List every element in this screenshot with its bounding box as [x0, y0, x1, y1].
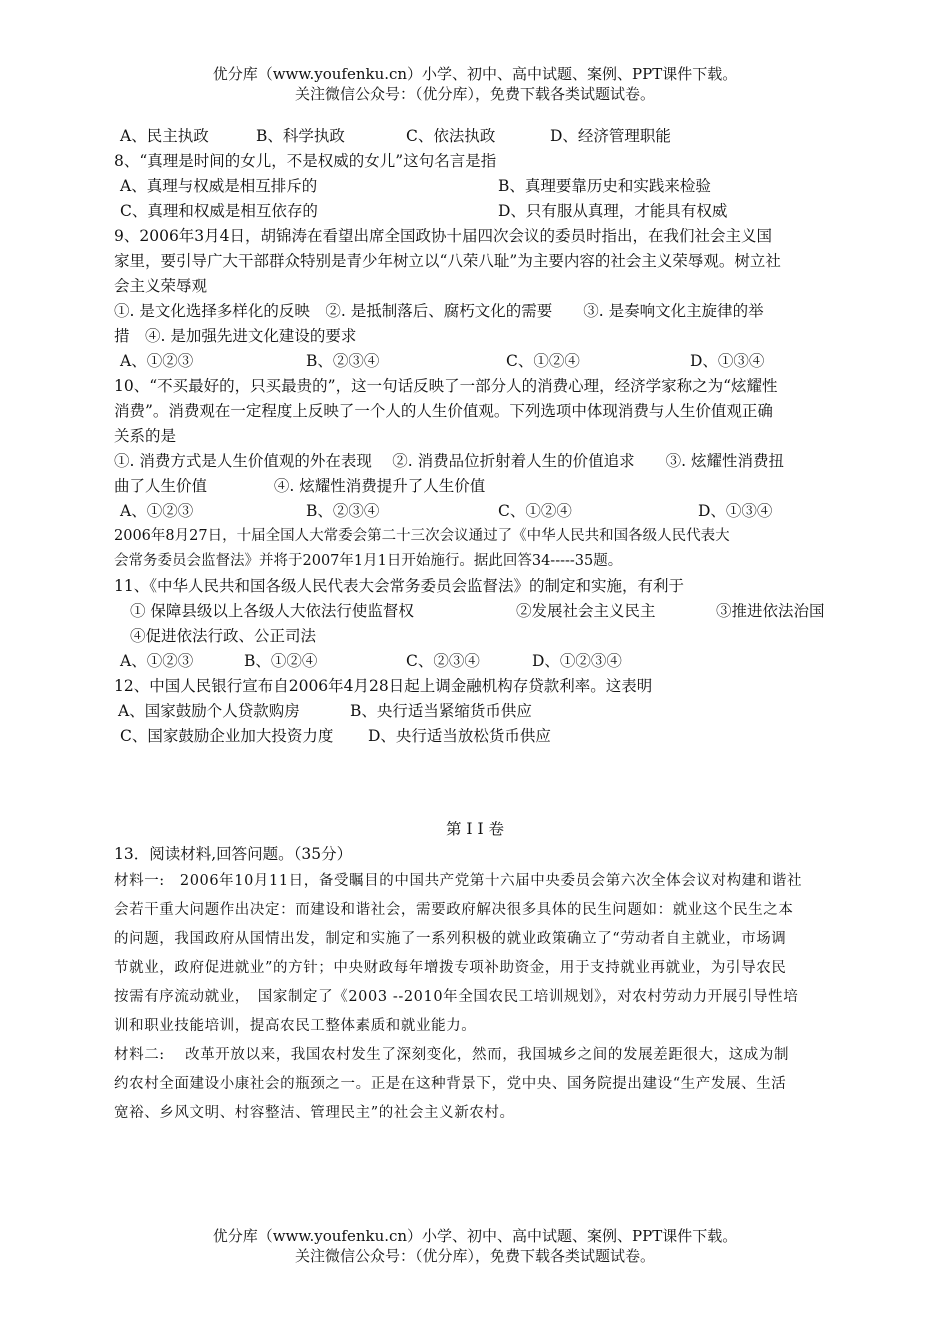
q11-options — [114, 649, 860, 674]
q7-options — [114, 124, 860, 149]
q8-options-row-2 — [114, 199, 860, 224]
header-line-2: 关注微信公众号：（优分库），免费下载各类试题试卷。 — [294, 85, 655, 103]
material-1-line: 节就业，政府促进就业”的方针；中央财政每年增拨专项补助资金，用于支持就业再就业，为引导农民 — [114, 960, 787, 976]
q13-stem: 13．阅读材料,回答问题。（35分） — [114, 845, 353, 863]
material-2-line: 约农村全面建设小康社会的瓶颈之一。正是在这种背景下，党中央、国务院提出建设“生产发展、生活 — [114, 1076, 787, 1092]
q10-items-line-1: ①. 消费方式是人生价值观的外在表现 ②. 消费品位折射着人生的价值追求 ③. 炫耀性消费扭 — [114, 452, 784, 470]
q11-stem: 11、《中华人民共和国各级人民代表大会常务委员会监督法》的制定和实施，有利于 — [114, 577, 684, 595]
q11-item-1: ① 保障县级以上各级人大依法行使监督权 — [130, 602, 414, 620]
q7-option-b: B、科学执政 — [256, 127, 345, 145]
material-1-line: 材料一: 2006年10月11日，备受瞩目的中国共产党第十六届中央委员会第六次全体会议对构建和谐社 — [114, 873, 803, 889]
q11-option-a: A、①②③ — [120, 652, 194, 670]
q11-item-2: ②发展社会主义民主 — [516, 602, 656, 620]
q12-stem: 12、中国人民银行宣布自2006年4月28日起上调金融机构存贷款利率。这表明 — [114, 677, 653, 695]
page-footer — [0, 1226, 950, 1266]
footer-line-1: 优分库（www.youfenku.cn）小学、初中、高中试题、案例、PPT课件下载。 — [212, 1227, 738, 1245]
q10-option-b: B、②③④ — [306, 502, 380, 520]
q10-stem-line-3: 关系的是 — [114, 427, 177, 445]
q10-option-c: C、①②④ — [498, 502, 572, 520]
q12-options-row-2 — [114, 724, 860, 749]
q7-option-d: D、经济管理职能 — [550, 127, 671, 145]
page-header — [0, 64, 950, 104]
q10-option-a: A、①②③ — [120, 502, 194, 520]
q10-stem-line-2: 消费”。消费观在一定程度上反映了一个人的人生价值观。下列选项中体现消费与人生价值观正确 — [114, 402, 773, 420]
part-2-title: 第 I I 卷 — [445, 820, 505, 838]
q10-stem-line-1: 10、“不买最好的，只买最贵的”，这一句话反映了一部分人的消费心理，经济学家称之为“炫耀性 — [114, 377, 778, 395]
q10-option-d: D、①③④ — [698, 502, 773, 520]
material-1-line: 的问题，我国政府从国情出发，制定和实施了一系列积极的就业政策确立了“劳动者自主就业，市场调 — [114, 931, 787, 947]
q11-option-b: B、①②④ — [244, 652, 318, 670]
q12-option-c: C、国家鼓励企业加大投资力度 — [120, 727, 334, 745]
q8-option-d: D、只有服从真理，才能具有权威 — [498, 202, 728, 220]
q11-option-d: D、①②③④ — [532, 652, 622, 670]
q12-option-b: B、央行适当紧缩货币供应 — [350, 702, 532, 720]
q11-item-4: ④促进依法行政、公正司法 — [130, 627, 317, 645]
intro-line-2: 会常务委员会监督法》并将于2007年1月1日开始施行。据此回答34-----35题。 — [114, 553, 623, 569]
material-2 — [114, 1041, 860, 1128]
material-1-line: 会若干重大问题作出决定：而建设和谐社会，需要政府解决很多具体的民生问题如：就业这个民生之本 — [114, 902, 794, 918]
q12-options-row-1 — [114, 699, 860, 724]
part-2-section — [114, 842, 860, 1128]
q11-items-row — [114, 599, 860, 624]
q9-options — [114, 349, 860, 374]
q10-items-line-2: 曲了人生价值 ④. 炫耀性消费提升了人生价值 — [114, 477, 486, 495]
material-1-line: 训和职业技能培训，提高农民工整体素质和就业能力。 — [114, 1018, 477, 1034]
q12-option-a: A、国家鼓励个人贷款购房 — [118, 702, 300, 720]
q8-option-c: C、真理和权威是相互依存的 — [120, 202, 318, 220]
q11-option-c: C、②③④ — [406, 652, 480, 670]
q9-option-a: A、①②③ — [120, 352, 194, 370]
intro-line-1: 2006年8月27日，十届全国人大常委会第二十三次会议通过了《中华人民共和国各级人民代表大 — [114, 528, 730, 544]
q8-option-a: A、真理与权威是相互排斥的 — [120, 177, 318, 195]
q7-option-c: C、依法执政 — [406, 127, 496, 145]
q9-items-line-1: ①. 是文化选择多样化的反映 ②. 是抵制落后、腐朽文化的需要 ③. 是奏响文化主旋律的举 — [114, 302, 764, 320]
q8-option-b: B、真理要靠历史和实践来检验 — [498, 177, 711, 195]
q12-option-d: D、央行适当放松货币供应 — [368, 727, 551, 745]
q9-option-b: B、②③④ — [306, 352, 380, 370]
q9-stem-line-1: 9、2006年3月4日，胡锦涛在看望出席全国政协十届四次会议的委员时指出，在我们社会主义国 — [114, 227, 773, 245]
question-content — [114, 124, 860, 749]
material-1-line: 按需有序流动就业， 国家制定了《2003 --2010年全国农民工培训规划》，对农村劳动力开展引导性培 — [114, 989, 799, 1005]
q9-stem-line-2: 家里，要引导广大干部群众特别是青少年树立以“八荣八耻”为主要内容的社会主义荣辱观。树立社 — [114, 252, 781, 270]
material-2-line: 材料二: 改革开放以来，我国农村发生了深刻变化，然而，我国城乡之间的发展差距很大，这成为制 — [114, 1047, 790, 1063]
material-1 — [114, 867, 860, 1041]
q8-stem: 8、“真理是时间的女儿，不是权威的女儿”这句名言是指 — [114, 152, 497, 170]
q9-option-c: C、①②④ — [506, 352, 580, 370]
q10-options — [114, 499, 860, 524]
q11-item-3: ③推进依法治国 — [716, 602, 825, 620]
footer-line-2: 关注微信公众号：（优分库），免费下载各类试题试卷。 — [294, 1247, 655, 1265]
q8-options-row-1 — [114, 174, 860, 199]
header-line-1: 优分库（www.youfenku.cn）小学、初中、高中试题、案例、PPT课件下载。 — [212, 65, 738, 83]
q9-items-line-2: 措 ④. 是加强先进文化建设的要求 — [114, 327, 357, 345]
q9-option-d: D、①③④ — [690, 352, 765, 370]
material-2-line: 宽裕、乡风文明、村容整洁、管理民主”的社会主义新农村。 — [114, 1105, 515, 1121]
q9-stem-line-3: 会主义荣辱观 — [114, 277, 208, 295]
q7-option-a: A、民主执政 — [120, 127, 209, 145]
